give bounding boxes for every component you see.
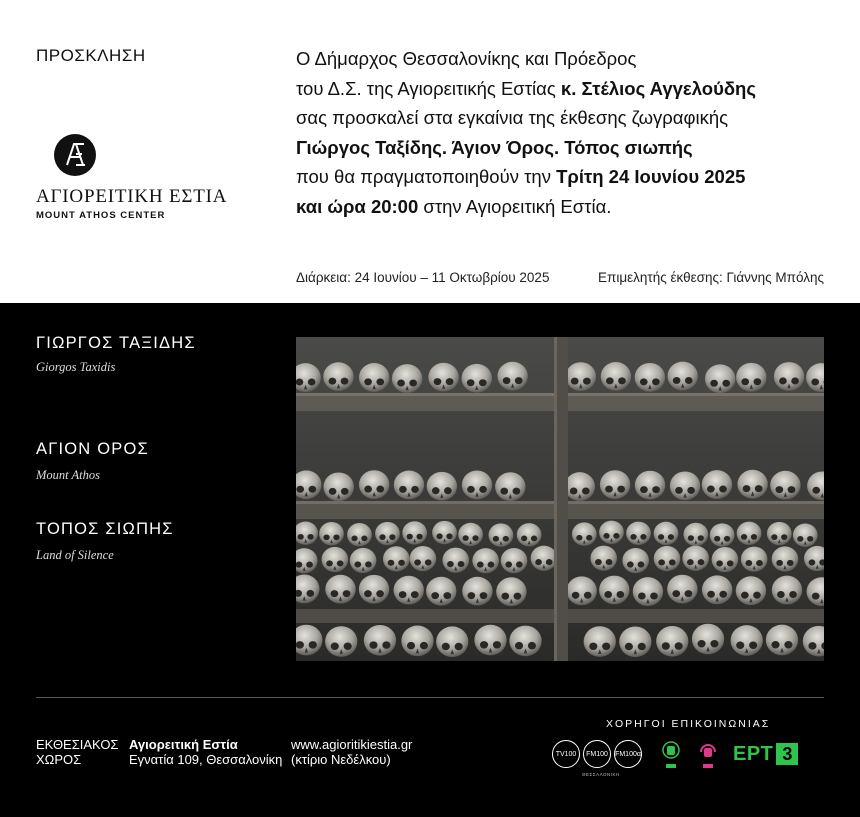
website-link[interactable]: www.agioritikiestia.gr <box>291 737 413 752</box>
ert-logo-text: ΕΡΤ <box>733 742 774 765</box>
skull-icon <box>442 548 469 573</box>
skull-icon <box>323 472 353 501</box>
skull-icon <box>599 521 624 544</box>
skulls-painting-svg <box>296 337 824 661</box>
invite-line-5-text: που θα πραγματοποιηθούν την <box>296 166 557 187</box>
skull-icon <box>682 546 709 571</box>
skull-icon <box>770 471 800 500</box>
skull-icon <box>619 626 651 657</box>
skull-icon <box>325 575 355 604</box>
skull-icon <box>458 523 483 546</box>
skull-icon <box>600 470 630 499</box>
skull-icon <box>633 577 663 606</box>
venue-label-line-1: ΕΚΘΕΣΙΑΚΟΣ <box>36 737 119 752</box>
sponsor-city: ΘΕΣΣΑΛΟΝΙΚΗ <box>582 772 620 777</box>
ert-radio-pink-icon <box>698 738 718 772</box>
artist-name-en: Giorgos Taxidis <box>36 360 116 374</box>
skull-icon <box>347 523 372 546</box>
skull-icon <box>497 362 527 391</box>
skull-icon <box>350 548 377 573</box>
skull-icon <box>668 362 698 391</box>
skull-icon <box>654 522 679 545</box>
skull-icon <box>635 363 665 392</box>
skull-icon <box>766 625 798 656</box>
skull-icon <box>599 576 629 605</box>
skull-icon <box>702 575 732 604</box>
skull-icon <box>590 546 617 571</box>
skull-icon <box>401 626 433 657</box>
skull-icon <box>323 362 353 391</box>
skull-icon <box>774 362 804 391</box>
skull-icon <box>517 523 542 546</box>
venue-label <box>36 737 118 767</box>
host-name: κ. Στέλιος Αγγελούδης <box>560 77 756 99</box>
logo-monogram-icon <box>54 134 96 176</box>
skull-icon <box>566 576 596 605</box>
exhibition-duration: Διάρκεια: 24 Ιουνίου – 11 Οκτωβρίου 2025 <box>296 270 550 285</box>
place-name-en: Mount Athos <box>36 468 101 482</box>
fm100a-logo-icon: FM100α <box>614 740 642 768</box>
skull-icon <box>741 547 768 572</box>
skull-icon <box>565 472 595 501</box>
skull-icon <box>731 625 763 656</box>
artist-name-gr: ΓΙΩΡΓΟΣ ΤΑΞΙΔΗΣ <box>36 334 196 352</box>
skull-icon <box>736 363 766 392</box>
skull-icon <box>462 471 492 500</box>
exhibition-name-gr: ΤΟΠΟΣ ΣΙΩΠΗΣ <box>36 520 174 538</box>
skull-icon <box>501 548 528 573</box>
skull-icon <box>670 471 700 500</box>
skull-icon <box>509 626 541 657</box>
invite-line-1: Ο Δήμαρχος Θεσσαλονίκης και Πρόεδρος <box>296 48 637 69</box>
invite-line-5 <box>296 162 836 192</box>
skull-icon <box>736 576 766 605</box>
skull-icon <box>702 470 732 499</box>
skull-icon <box>472 548 499 573</box>
skull-icon <box>364 625 396 656</box>
skull-icon <box>462 364 492 393</box>
skull-icon <box>710 523 735 546</box>
invite-line-6 <box>296 192 836 222</box>
skull-icon <box>692 624 724 655</box>
venue-address: Εγνατία 109, Θεσσαλονίκη <box>129 752 283 767</box>
skull-icon <box>667 575 697 604</box>
ert3-logo <box>733 742 798 766</box>
skull-icon <box>654 546 681 571</box>
exhibition-name-en: Land of Silence <box>36 548 114 562</box>
footer-divider <box>36 697 824 698</box>
skull-icon <box>737 522 762 545</box>
skull-icon <box>489 523 514 546</box>
skull-icon <box>601 362 631 391</box>
skull-icon <box>531 546 558 571</box>
skull-icon <box>772 546 799 571</box>
skull-icon <box>584 626 616 657</box>
tv100-logo-icon: TV100 <box>552 740 580 768</box>
place-name-gr: ΑΓΙΟΝ ΟΡΟΣ <box>36 440 149 458</box>
venue-building: (κτίριο Νεδέλκου) <box>291 752 391 767</box>
skull-icon <box>712 547 739 572</box>
skull-icon <box>626 522 651 545</box>
logo-name: ΑΓΙΟΡΕΙΤΙΚΗ ΕΣΤΙΑ <box>36 186 228 207</box>
skull-icon <box>319 522 344 545</box>
skull-icon <box>572 522 597 545</box>
invitation-text <box>296 44 836 221</box>
skull-icon <box>375 522 400 545</box>
skull-icon <box>683 523 708 546</box>
ert-radio-green-icon <box>662 738 680 772</box>
venue-web <box>291 737 412 767</box>
skull-icon <box>359 575 389 604</box>
skull-icon <box>705 364 735 393</box>
exhibition-curator: Επιμελητής έκθεσης: Γιάννης Μπόλης <box>598 270 824 285</box>
venue-info <box>129 737 282 767</box>
fm100-logo-icon: FM100 <box>583 740 611 768</box>
invite-line-3: σας προσκαλεί στα εγκαίνια της έκθεσης ζωγραφικής <box>296 107 729 128</box>
logo-subtitle: MOUNT ATHOS CENTER <box>36 210 166 221</box>
skull-icon <box>496 577 526 606</box>
exhibition-title: Γιώργος Ταξίδης. Άγιον Όρος. Τόπος σιωπής <box>296 136 693 158</box>
invite-line-6-text: στην Αγιορειτική Εστία. <box>418 195 612 217</box>
skull-icon <box>462 577 492 606</box>
skull-icon <box>428 363 458 392</box>
skull-icon <box>427 472 457 501</box>
skull-icon <box>622 548 649 573</box>
skull-icon <box>410 546 437 571</box>
skull-icon <box>402 521 427 544</box>
invite-line-2-text: του Δ.Σ. της Αγιορειτικής Εστίας <box>296 77 556 99</box>
skull-icon <box>426 577 456 606</box>
skull-icon <box>793 523 818 546</box>
invitation-panel <box>0 0 860 303</box>
event-time: και ώρα 20:00 <box>296 195 419 217</box>
skull-icon <box>474 625 506 656</box>
skull-icon <box>392 364 422 393</box>
invite-line-2 <box>296 74 836 104</box>
skull-icon <box>635 471 665 500</box>
skull-icon <box>566 362 596 391</box>
skull-icon <box>383 546 410 571</box>
ert-logo-number: 3 <box>776 743 798 765</box>
event-date: Τρίτη 24 Ιουνίου 2025 <box>556 166 746 187</box>
venue-name: Αγιορειτική Εστία <box>129 737 238 752</box>
skull-icon <box>359 470 389 499</box>
skull-icon <box>436 626 468 657</box>
skull-icon <box>394 470 424 499</box>
skull-icon <box>495 472 525 501</box>
skull-icon <box>737 470 767 499</box>
skull-icon <box>322 547 349 572</box>
invitation-title: ΠΡΟΣΚΛΗΣΗ <box>36 46 146 65</box>
venue-label-line-2: ΧΩΡΟΣ <box>36 752 82 767</box>
sponsors-title: ΧΟΡΗΓΟΙ ΕΠΙΚΟΙΝΩΝΙΑΣ <box>606 718 771 730</box>
skull-icon <box>767 522 792 545</box>
painting-image <box>296 337 824 661</box>
skull-icon <box>394 576 424 605</box>
skull-icon <box>325 626 357 657</box>
skull-icon <box>432 521 457 544</box>
skull-icon <box>359 363 389 392</box>
skull-icon <box>656 626 688 657</box>
skull-icon <box>772 576 802 605</box>
